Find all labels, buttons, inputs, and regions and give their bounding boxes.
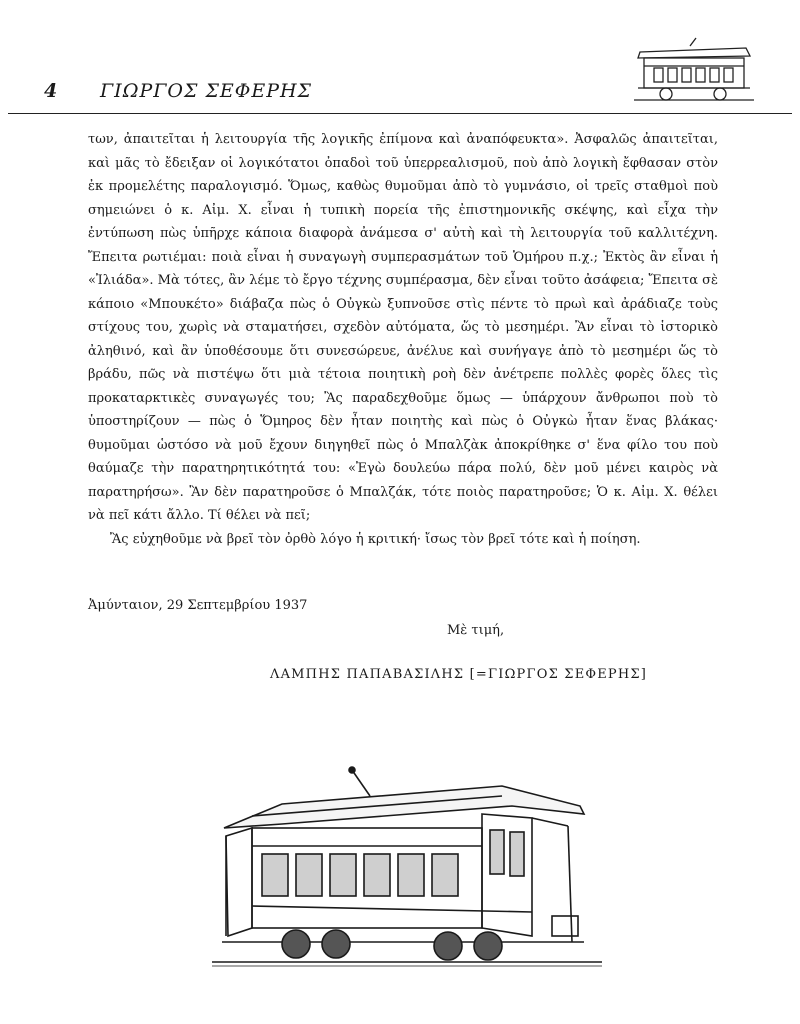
dateline: Ἀμύνταιον, 29 Σεπτεμβρίου 1937 [88,598,308,613]
tram-illustration [212,766,602,976]
body-text [88,128,718,551]
running-title: ΓΙΩΡΓΟΣ ΣΕΦΕΡΗΣ [100,80,312,102]
tram-icon [634,36,754,104]
signature: ΛΑΜΠΗΣ ΠΑΠΑΒΑΣΙΛΗΣ [=ΓΙΩΡΓΟΣ ΣΕΦΕΡΗΣ] [270,667,648,682]
paragraph: Ἂς εὐχηθοῦμε νὰ βρεῖ τὸν ὀρθὸ λόγο ἡ κριτική· ἴσως τὸν βρεῖ τότε καὶ ἡ ποίηση. [110,531,641,547]
closing: Μὲ τιμή, [447,623,505,638]
paragraph: των, ἀπαιτεῖται ἡ λειτουργία τῆς λογικῆς ἐπίμονα καὶ ἀναπόφευκτα». Ἀσφαλῶς ἀπαιτεῖται, καὶ μᾶς τὸ ἔδειξαν οἱ λογικότατοι ὀπαδοὶ τοῦ ὑπερρεαλισμοῦ, ποὺ ἀπὸ λογικὴ ἔφθασαν στὸν ἐκ προμελέτης παραλογισμό. Ὅμως, καθὼς θυμοῦμαι ἀπὸ τὸ γυμνάσιο, οἱ τρεῖς σταθμοὶ ποὺ σημειώνει ὁ κ. Αἰμ. Χ. εἶναι ἡ τυπικὴ πορεία τῆς ἐπιστημονικῆς σκέψης, καὶ εἶχα τὴν ἐντύπωση πὼς ὑπῆρχε κάποια διαφορὰ ἀνάμεσα σ' αὐτὴ καὶ τὴ λειτουργία τοῦ καλλιτέχνη. Ἔπειτα ρωτιέμαι: ποιὰ εἶναι ἡ συναγωγὴ συμπερασμάτων τοῦ Ὁμήρου π.χ.; Ἐκτὸς ἂν εἶναι ἡ «Ἰλιάδα». Μὰ τότες, ἂν λέμε τὸ ἔργο τέχνης συμπέρασμα, δὲν εἶναι τοῦτο ἀσάφεια; Ἔπειτα σὲ κάποιο «Μπουκέτο» διάβαζα πὼς ὁ Οὐγκὼ ξυπνοῦσε στὶς πέντε τὸ πρωὶ καὶ ἀράδιαζε τοὺς στίχους του, χωρὶς νὰ σταματήσει, σχεδὸν αὐτόματα, ὥς τὸ μεσημέρι. Ἂν εἶναι τὸ ἱστορικὸ ἀληθινό, καὶ ἂν ὑποθέσουμε ὅτι συνεσώρευε, ἀνέλυε καὶ συνήγαγε ἀπὸ τὸ μεσημέρι ὥς τὸ βράδυ, πῶς νὰ πιστέψω ὅτι μιὰ τέτοια ποιητικὴ ροὴ δὲν ἀνέτρεπε πολλὲς φορὲς ὅλες τὶς προκαταρκτικὲς συναγωγές του; Ἂς παραδεχθοῦμε ὅμως — ὑπάρχουν ἄνθρωποι ποὺ τὸ ὑποστηρίζουν — πὼς ὁ Ὅμηρος δὲν ἦταν ποιητὴς καὶ πὼς ὁ Οὐγκὼ ἦταν ἕνας βλάκας· θυμοῦμαι ὡστόσο νὰ μοῦ ἔχουν διηγηθεῖ πὼς ὁ Μπαλζὰκ ἀποκρίθηκε σ' ἕνα φίλο του ποὺ θαύμαζε τὴν παρατηρητικότητά του: «Ἐγὼ δουλεύω πάρα πολύ, δὲν μοῦ μένει καιρὸς νὰ παρατηρήσω». Ἂν δὲν παρατηροῦσε ὁ Μπαλζάκ, τότε ποιὸς παρατηροῦσε; Ὁ κ. Αἰμ. Χ. θέλει νὰ πεῖ κάτι ἄλλο. Τί θέλει νὰ πεῖ; [88,132,718,523]
header-rule [8,113,792,114]
page-number: 4 [44,80,58,102]
